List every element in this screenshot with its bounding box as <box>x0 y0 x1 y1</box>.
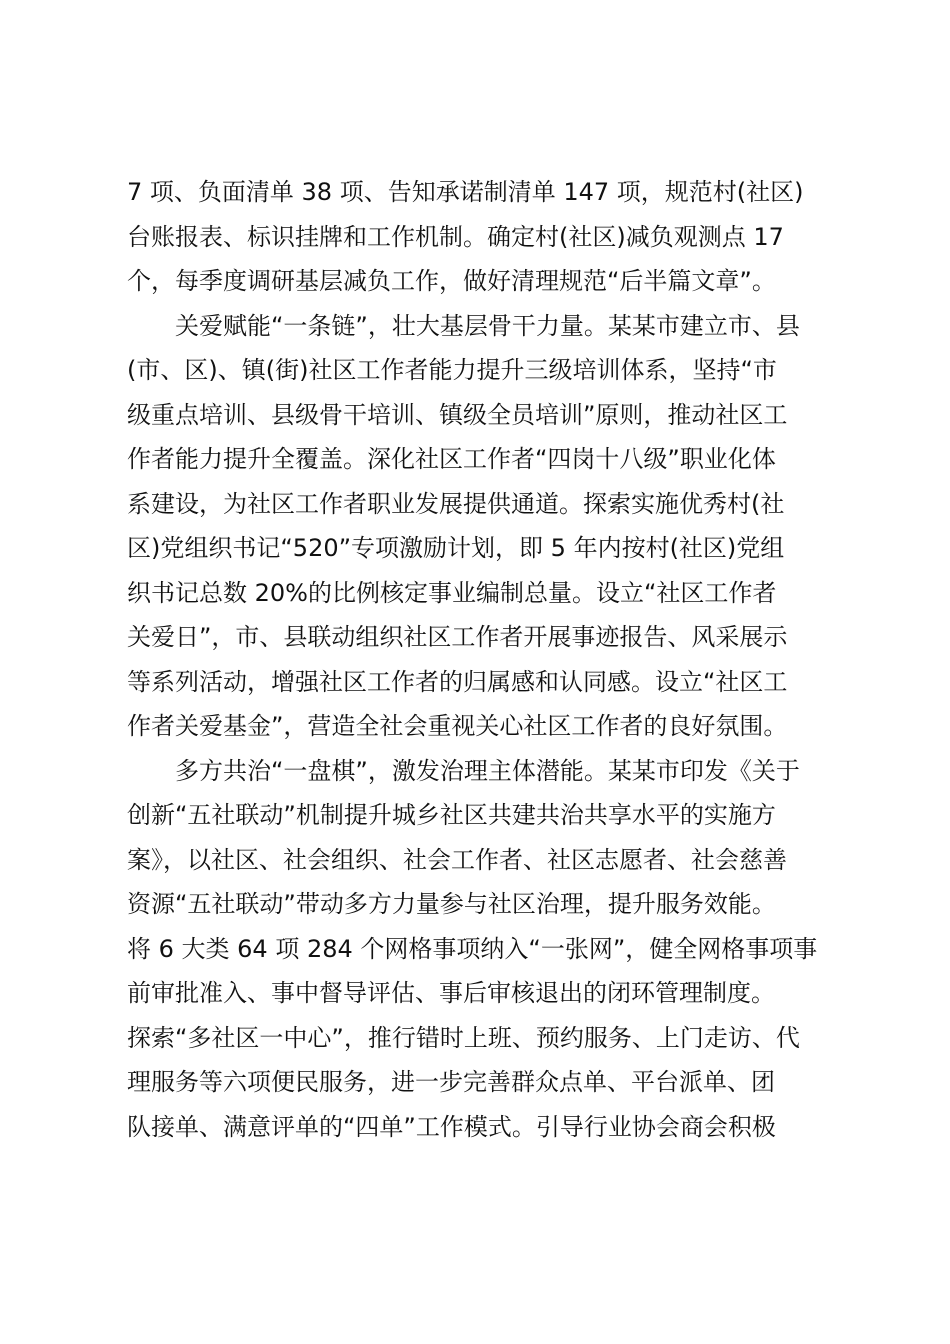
text-line: 7 项、负面清单 38 项、告知承诺制清单 147 项，规范村(社区) <box>127 178 804 206</box>
text-line: (市、区)、镇(街)社区工作者能力提升三级培训体系，坚持“市 <box>127 356 777 384</box>
text-line: 织书记总数 20%的比例核定事业编制总量。设立“社区工作者 <box>127 578 777 607</box>
text-line: 台账报表、标识挂牌和工作机制。确定村(社区)减负观测点 17 <box>127 222 784 251</box>
text-line: 等系列活动，增强社区工作者的归属感和认同感。设立“社区工 <box>127 667 788 696</box>
text-line: 多方共治“一盘棋”，激发治理主体潜能。某某市印发《关于 <box>127 756 800 785</box>
text-line: 作者能力提升全覆盖。深化社区工作者“四岗十八级”职业化体 <box>127 445 776 473</box>
text-line: 级重点培训、县级骨干培训、镇级全员培训”原则，推动社区工 <box>127 400 788 429</box>
text-line: 区)党组织书记“520”专项激励计划，即 5 年内按村(社区)党组 <box>127 534 785 562</box>
text-line: 创新“五社联动”机制提升城乡社区共建共治共享水平的实施方 <box>127 801 776 829</box>
text-line: 作者关爱基金”，营造全社会重视关心社区工作者的良好氛围。 <box>127 712 788 740</box>
text-line: 队接单、满意评单的“四单”工作模式。引导行业协会商会积极 <box>127 1112 776 1141</box>
text-line: 资源“五社联动”带动多方力量参与社区治理，提升服务效能。 <box>127 890 776 918</box>
text-line: 前审批准入、事中督导评估、事后审核退出的闭环管理制度。 <box>127 979 775 1007</box>
body-text <box>127 170 830 1149</box>
text-line: 案》，以社区、社会组织、社会工作者、社区志愿者、社会慈善 <box>127 845 787 874</box>
text-line: 将 6 大类 64 项 284 个网格事项纳入“一张网”，健全网格事项事 <box>127 934 818 963</box>
text-line: 个，每季度调研基层减负工作，做好清理规范“后半篇文章”。 <box>127 267 776 295</box>
text-line: 探索“多社区一中心”，推行错时上班、预约服务、上门走访、代 <box>127 1023 800 1052</box>
text-line: 系建设，为社区工作者职业发展提供通道。探索实施优秀村(社 <box>127 489 785 518</box>
text-line: 关爱日”，市、县联动组织社区工作者开展事迹报告、风采展示 <box>127 623 788 651</box>
text-line: 关爱赋能“一条链”，壮大基层骨干力量。某某市建立市、县 <box>127 311 800 340</box>
text-line: 理服务等六项便民服务，进一步完善群众点单、平台派单、团 <box>127 1068 775 1096</box>
